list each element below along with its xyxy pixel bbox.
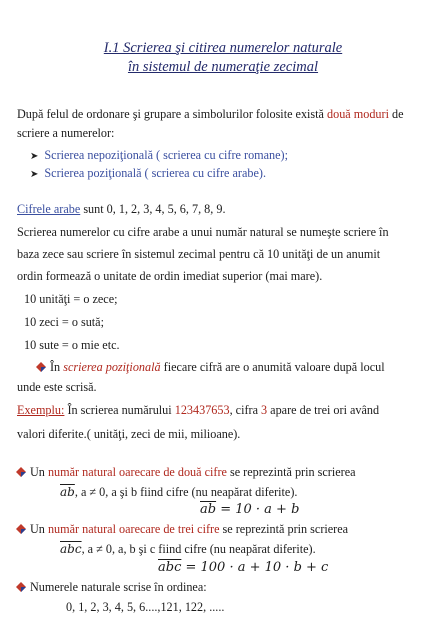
example-pre: În scrierea numărului [64, 403, 175, 417]
diamond-bullet-icon [36, 362, 46, 372]
sequence-values: 0, 1, 2, 3, 4, 5, 6....,121, 122, ..... [66, 600, 225, 614]
two-digit-term: număr natural oarecare de două cifre [47, 465, 227, 479]
example-digit: 3 [261, 403, 268, 417]
para-line: ordin formează o unitate de ordin imediat superior (mai mare). [17, 269, 323, 283]
unit-line: 10 zeci = o sută; [24, 315, 104, 329]
formula-rhs: = 100 · a + 10 · b + c [181, 560, 329, 575]
unit-line: 10 sute = o mie etc. [24, 338, 120, 352]
list-item-text: Scrierea nepoziţională ( scrierea cu cifre romane); [44, 148, 288, 162]
diamond-bullet-icon [16, 524, 26, 534]
three-digit-line [16, 522, 348, 537]
three-digit-post: se reprezintă prin scrierea [219, 522, 349, 536]
digits-list: sunt 0, 1, 2, 3, 4, 5, 6, 7, 8, 9. [80, 202, 226, 216]
three-digit-condition-text: , a ≠ 0, a, b şi c fiind cifre (nu neapărat diferite). [81, 542, 316, 556]
unit-line: 10 unităţi = o zece; [24, 292, 118, 306]
title-line-1: I.1 Scrierea şi citirea numerelor naturale [103, 40, 343, 56]
sequence-label: Numerele naturale scrise în ordinea: [30, 580, 207, 594]
example-post: apare de trei ori având [267, 403, 380, 417]
intro-text: După felul de ordonare şi grupare a simbolurilor folosite există [17, 107, 328, 121]
overline-abc: $\overline{abc}$ [60, 542, 82, 556]
three-digit-term: număr natural oarecare de trei cifre [47, 522, 220, 536]
formula-lhs: $\overline{ab}$ [200, 502, 217, 517]
intro-highlight: două moduri [327, 107, 389, 121]
list-item-text: Scrierea poziţională ( scrierea cu cifre arabe). [44, 166, 266, 180]
example-label: Exemplu: [17, 403, 65, 417]
two-digit-condition [60, 485, 297, 500]
three-digit-formula [158, 560, 328, 575]
intro-line-1 [17, 107, 404, 122]
example-line-1 [17, 403, 379, 418]
diamond-bullet-icon [16, 467, 26, 477]
example-mid: , cifra [229, 403, 262, 417]
arrow-bullet-icon: ➤ [30, 151, 39, 162]
arrow-bullet-icon: ➤ [30, 169, 39, 180]
example-line-2: valori diferite.( unităţi, zeci de mii, milioane). [17, 427, 241, 441]
list-item [30, 166, 266, 181]
positional-pre: În [50, 360, 64, 374]
overline-ab: $\overline{ab}$ [60, 485, 75, 499]
example-number: 123437653 [174, 403, 230, 417]
diamond-bullet-icon [16, 582, 26, 592]
intro-text-end: de [388, 107, 404, 121]
two-digit-condition-text: , a ≠ 0, a şi b fiind cifre (nu neapărat diferite). [74, 485, 298, 499]
positional-line-2: unde este scrisă. [17, 380, 97, 394]
formula-rhs: = 10 · a + b [216, 502, 300, 517]
positional-term: scrierea poziţională [63, 360, 161, 374]
two-digit-post: se reprezintă prin scrierea [226, 465, 356, 479]
para-line: Scrierea numerelor cu cifre arabe a unui număr natural se numeşte scriere în [17, 225, 389, 239]
two-digit-line [16, 465, 356, 480]
intro-line-2: scriere a numerelor: [17, 126, 115, 140]
three-digit-pre: Un [30, 522, 48, 536]
three-digit-condition [60, 542, 316, 557]
two-digit-formula [200, 502, 299, 517]
two-digit-pre: Un [30, 465, 48, 479]
formula-lhs: $\overline{abc}$ [158, 560, 182, 575]
para-line: baza zece sau scriere în sistemul zecimal pentru că 10 unităţi de un anumit [17, 247, 381, 261]
digits-label: Cifrele arabe [17, 202, 81, 216]
positional-line-1 [36, 360, 385, 375]
digits-line [17, 202, 226, 217]
sequence-line [16, 580, 207, 595]
title-line-2: în sistemul de numeraţie zecimal [127, 59, 319, 75]
list-item [30, 148, 288, 163]
positional-post: fiecare cifră are o anumită valoare după locul [160, 360, 385, 374]
